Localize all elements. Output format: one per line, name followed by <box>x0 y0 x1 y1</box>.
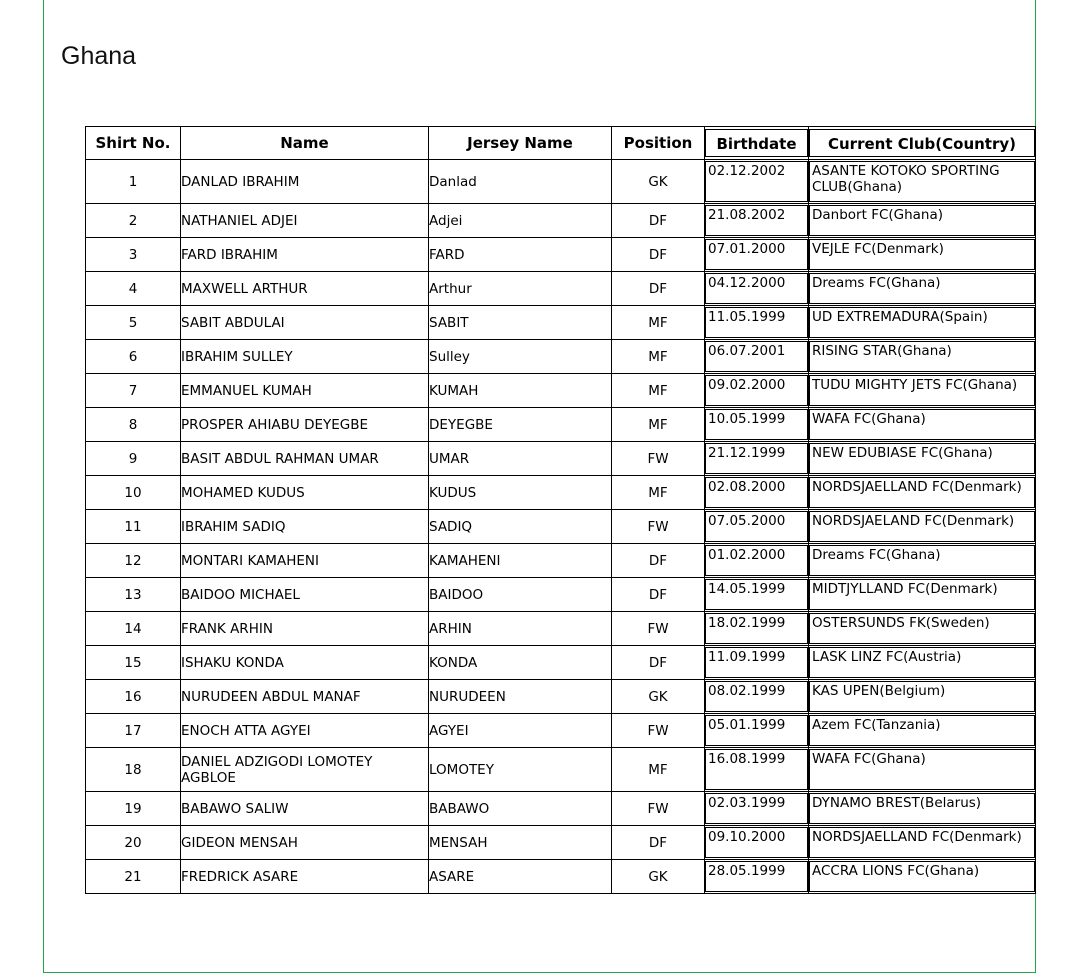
jersey-name-cell: MENSAH <box>429 826 612 860</box>
jersey-name-cell: ARHIN <box>429 612 612 646</box>
table-row <box>86 442 1036 476</box>
player-name-cell: IBRAHIM SADIQ <box>181 510 429 544</box>
club-cell: Danbort FC(Ghana) <box>809 204 1036 238</box>
birthdate-cell: 07.01.2000 <box>705 238 809 272</box>
table-row <box>86 476 1036 510</box>
player-name-cell: SABIT ABDULAI <box>181 306 429 340</box>
club-cell: Dreams FC(Ghana) <box>809 272 1036 306</box>
shirt-number-cell: 1 <box>86 160 181 204</box>
position-cell: DF <box>612 578 705 612</box>
table-row <box>86 340 1036 374</box>
shirt-number-cell: 5 <box>86 306 181 340</box>
jersey-name-cell: Adjei <box>429 204 612 238</box>
position-cell: MF <box>612 408 705 442</box>
jersey-name-cell: BABAWO <box>429 792 612 826</box>
position-cell: DF <box>612 646 705 680</box>
shirt-number-cell: 21 <box>86 860 181 894</box>
shirt-number-cell: 2 <box>86 204 181 238</box>
position-cell: GK <box>612 160 705 204</box>
jersey-name-cell: Arthur <box>429 272 612 306</box>
club-cell: UD EXTREMADURA(Spain) <box>809 306 1036 340</box>
jersey-name-cell: KUMAH <box>429 374 612 408</box>
birthdate-cell: 09.02.2000 <box>705 374 809 408</box>
shirt-number-cell: 7 <box>86 374 181 408</box>
player-name-cell: NATHANIEL ADJEI <box>181 204 429 238</box>
birthdate-cell: 18.02.1999 <box>705 612 809 646</box>
jersey-name-cell: DEYEGBE <box>429 408 612 442</box>
player-name-cell: BASIT ABDUL RAHMAN UMAR <box>181 442 429 476</box>
birthdate-cell: 11.09.1999 <box>705 646 809 680</box>
birthdate-cell: 16.08.1999 <box>705 748 809 792</box>
position-cell: DF <box>612 544 705 578</box>
table-row <box>86 680 1036 714</box>
player-name-cell: BABAWO SALIW <box>181 792 429 826</box>
birthdate-cell: 10.05.1999 <box>705 408 809 442</box>
player-name-cell: MOHAMED KUDUS <box>181 476 429 510</box>
club-cell: NEW EDUBIASE FC(Ghana) <box>809 442 1036 476</box>
jersey-name-cell: LOMOTEY <box>429 748 612 792</box>
col-header-birthdate: Birthdate <box>705 127 809 160</box>
birthdate-cell: 21.08.2002 <box>705 204 809 238</box>
player-name-cell: GIDEON MENSAH <box>181 826 429 860</box>
col-header-name: Name <box>181 127 429 160</box>
table-row <box>86 544 1036 578</box>
position-cell: DF <box>612 272 705 306</box>
shirt-number-cell: 16 <box>86 680 181 714</box>
table-row <box>86 204 1036 238</box>
birthdate-cell: 21.12.1999 <box>705 442 809 476</box>
shirt-number-cell: 12 <box>86 544 181 578</box>
col-header-club: Current Club(Country) <box>809 127 1036 160</box>
club-cell: VEJLE FC(Denmark) <box>809 238 1036 272</box>
birthdate-cell: 11.05.1999 <box>705 306 809 340</box>
position-cell: MF <box>612 374 705 408</box>
player-name-cell: MONTARI KAMAHENI <box>181 544 429 578</box>
table-row <box>86 578 1036 612</box>
table-row <box>86 714 1036 748</box>
table-row <box>86 792 1036 826</box>
position-cell: DF <box>612 238 705 272</box>
player-name-cell: ISHAKU KONDA <box>181 646 429 680</box>
player-name-cell: PROSPER AHIABU DEYEGBE <box>181 408 429 442</box>
table-row <box>86 860 1036 894</box>
jersey-name-cell: FARD <box>429 238 612 272</box>
club-cell: Dreams FC(Ghana) <box>809 544 1036 578</box>
birthdate-cell: 06.07.2001 <box>705 340 809 374</box>
club-cell: Azem FC(Tanzania) <box>809 714 1036 748</box>
player-name-cell: MAXWELL ARTHUR <box>181 272 429 306</box>
jersey-name-cell: AGYEI <box>429 714 612 748</box>
team-title: Ghana <box>61 42 137 70</box>
position-cell: FW <box>612 442 705 476</box>
club-cell: RISING STAR(Ghana) <box>809 340 1036 374</box>
birthdate-cell: 08.02.1999 <box>705 680 809 714</box>
birthdate-cell: 01.02.2000 <box>705 544 809 578</box>
position-cell: GK <box>612 680 705 714</box>
club-cell: LASK LINZ FC(Austria) <box>809 646 1036 680</box>
position-cell: FW <box>612 714 705 748</box>
birthdate-cell: 02.08.2000 <box>705 476 809 510</box>
table-row <box>86 272 1036 306</box>
roster-table <box>85 126 1036 894</box>
club-cell: ASANTE KOTOKO SPORTING CLUB(Ghana) <box>809 160 1036 204</box>
position-cell: GK <box>612 860 705 894</box>
position-cell: DF <box>612 826 705 860</box>
table-row <box>86 160 1036 204</box>
jersey-name-cell: ASARE <box>429 860 612 894</box>
club-cell: KAS UPEN(Belgium) <box>809 680 1036 714</box>
table-row <box>86 306 1036 340</box>
position-cell: MF <box>612 748 705 792</box>
position-cell: MF <box>612 340 705 374</box>
birthdate-cell: 07.05.2000 <box>705 510 809 544</box>
birthdate-cell: 04.12.2000 <box>705 272 809 306</box>
birthdate-cell: 28.05.1999 <box>705 860 809 894</box>
birthdate-cell: 02.12.2002 <box>705 160 809 204</box>
club-cell: NORDSJAELLAND FC(Denmark) <box>809 476 1036 510</box>
shirt-number-cell: 4 <box>86 272 181 306</box>
position-cell: FW <box>612 792 705 826</box>
position-cell: FW <box>612 510 705 544</box>
table-row <box>86 408 1036 442</box>
shirt-number-cell: 17 <box>86 714 181 748</box>
club-cell: DYNAMO BREST(Belarus) <box>809 792 1036 826</box>
col-header-position: Position <box>612 127 705 160</box>
club-cell: MIDTJYLLAND FC(Denmark) <box>809 578 1036 612</box>
shirt-number-cell: 18 <box>86 748 181 792</box>
player-name-cell: EMMANUEL KUMAH <box>181 374 429 408</box>
club-cell: WAFA FC(Ghana) <box>809 748 1036 792</box>
birthdate-cell: 14.05.1999 <box>705 578 809 612</box>
club-cell: TUDU MIGHTY JETS FC(Ghana) <box>809 374 1036 408</box>
shirt-number-cell: 6 <box>86 340 181 374</box>
jersey-name-cell: KAMAHENI <box>429 544 612 578</box>
player-name-cell: FARD IBRAHIM <box>181 238 429 272</box>
jersey-name-cell: NURUDEEN <box>429 680 612 714</box>
header-row <box>86 127 1036 160</box>
birthdate-cell: 09.10.2000 <box>705 826 809 860</box>
player-name-cell: IBRAHIM SULLEY <box>181 340 429 374</box>
table-row <box>86 238 1036 272</box>
table-row <box>86 510 1036 544</box>
position-cell: DF <box>612 204 705 238</box>
shirt-number-cell: 9 <box>86 442 181 476</box>
player-name-cell: BAIDOO MICHAEL <box>181 578 429 612</box>
jersey-name-cell: SADIQ <box>429 510 612 544</box>
shirt-number-cell: 10 <box>86 476 181 510</box>
shirt-number-cell: 8 <box>86 408 181 442</box>
jersey-name-cell: BAIDOO <box>429 578 612 612</box>
jersey-name-cell: Danlad <box>429 160 612 204</box>
player-name-cell: DANIEL ADZIGODI LOMOTEY AGBLOE <box>181 748 429 792</box>
table-row <box>86 646 1036 680</box>
shirt-number-cell: 20 <box>86 826 181 860</box>
table-row <box>86 612 1036 646</box>
jersey-name-cell: Sulley <box>429 340 612 374</box>
jersey-name-cell: UMAR <box>429 442 612 476</box>
position-cell: MF <box>612 306 705 340</box>
col-header-jersey-name: Jersey Name <box>429 127 612 160</box>
jersey-name-cell: SABIT <box>429 306 612 340</box>
position-cell: FW <box>612 612 705 646</box>
col-header-shirt-no: Shirt No. <box>86 127 181 160</box>
table-row <box>86 826 1036 860</box>
roster-body <box>86 160 1036 894</box>
jersey-name-cell: KUDUS <box>429 476 612 510</box>
birthdate-cell: 02.03.1999 <box>705 792 809 826</box>
player-name-cell: ENOCH ATTA AGYEI <box>181 714 429 748</box>
shirt-number-cell: 19 <box>86 792 181 826</box>
club-cell: ACCRA LIONS FC(Ghana) <box>809 860 1036 894</box>
position-cell: MF <box>612 476 705 510</box>
player-name-cell: NURUDEEN ABDUL MANAF <box>181 680 429 714</box>
club-cell: NORDSJAELAND FC(Denmark) <box>809 510 1036 544</box>
player-name-cell: DANLAD IBRAHIM <box>181 160 429 204</box>
jersey-name-cell: KONDA <box>429 646 612 680</box>
table-row <box>86 374 1036 408</box>
club-cell: NORDSJAELLAND FC(Denmark) <box>809 826 1036 860</box>
birthdate-cell: 05.01.1999 <box>705 714 809 748</box>
player-name-cell: FREDRICK ASARE <box>181 860 429 894</box>
shirt-number-cell: 14 <box>86 612 181 646</box>
shirt-number-cell: 11 <box>86 510 181 544</box>
shirt-number-cell: 13 <box>86 578 181 612</box>
shirt-number-cell: 15 <box>86 646 181 680</box>
club-cell: OSTERSUNDS FK(Sweden) <box>809 612 1036 646</box>
club-cell: WAFA FC(Ghana) <box>809 408 1036 442</box>
table-row <box>86 748 1036 792</box>
player-name-cell: FRANK ARHIN <box>181 612 429 646</box>
shirt-number-cell: 3 <box>86 238 181 272</box>
